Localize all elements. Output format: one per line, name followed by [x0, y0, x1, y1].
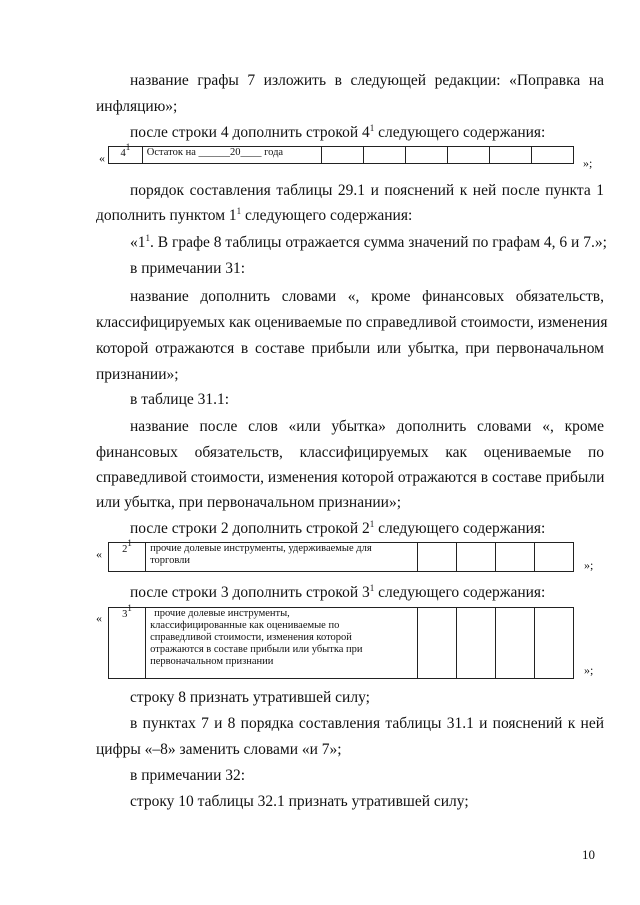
table-1-row-label: Остаток на ______20____ года [142, 147, 321, 164]
table-2 [108, 538, 574, 572]
table-2-row-number: $2^1$ [109, 543, 146, 572]
table-row [109, 608, 574, 679]
paragraph-4: «$1^1$. В графе 8 таблицы отражается сумма значений по графам 4, 6 и 7.»; [130, 233, 607, 251]
table-row [109, 543, 574, 572]
paragraph-6-line-1: название дополнить словами «, кроме финансовых обязательств, [130, 288, 604, 305]
paragraph-14: строку 10 таблицы 32.1 признать утратившей силу; [130, 793, 469, 810]
paragraph-3-line-2: дополнить пунктом $1^1$ следующего содержания: [96, 206, 413, 224]
paragraph-9: после строки 2 дополнить строкой $2^1$ следующего содержания: [130, 519, 546, 537]
page-number: 10 [582, 847, 595, 862]
table-2-open-quote: « [96, 547, 102, 561]
paragraph-2: после строки 4 дополнить строкой $4^1$ следующего содержания: [130, 123, 546, 141]
paragraph-6-line-3: которой отражаются в составе прибыли или убытка, при первоначальном [96, 340, 604, 357]
table-2-row-label: прочие долевые инструменты, удерживаемые для торговли [146, 543, 418, 572]
paragraph-11: строку 8 признать утратившей силу; [130, 689, 370, 706]
table-2-cell [456, 543, 495, 572]
paragraph-5: в примечании 31: [130, 260, 246, 277]
table-2-cell [534, 543, 573, 572]
table-1-cell [447, 147, 489, 164]
table-3-row-label: прочие долевые инструменты, классифицированные как оцениваемые по справедливой стоимости, изменения которой отражаются в составе прибыли или убытка при первоначальном признании [146, 608, 418, 679]
paragraph-10: после строки 3 дополнить строкой $3^1$ следующего содержания: [130, 583, 546, 601]
table-1-cell [406, 147, 448, 164]
table-1-cell [322, 147, 364, 164]
table-2-close-quote: »; [584, 558, 594, 572]
table-2-cell [417, 543, 456, 572]
table-1-cell [364, 147, 406, 164]
paragraph-6-line-2: классифицируемых как оцениваемые по справедливой стоимости, изменения [96, 314, 608, 331]
table-row [109, 147, 574, 164]
table-3-cell [456, 608, 495, 679]
paragraph-6-line-4: признании»; [96, 366, 179, 383]
paragraph-1-line-2: инфляцию»; [96, 98, 178, 115]
paragraph-3-line-1: порядок составления таблицы 29.1 и пояснений к ней после пункта 1 [130, 182, 604, 199]
paragraph-1-line-1: название графы 7 изложить в следующей редакции: «Поправка на [130, 72, 604, 89]
paragraph-8-line-1: название после слов «или убытка» дополнить словами «, кроме [130, 418, 604, 435]
paragraph-7: в таблице 31.1: [130, 391, 230, 408]
table-3-cell [534, 608, 573, 679]
table-1-open-quote: « [99, 151, 105, 165]
table-1-cell [531, 147, 573, 164]
table-3-cell [417, 608, 456, 679]
paragraph-13: в примечании 32: [130, 767, 246, 784]
table-3-close-quote: »; [584, 663, 594, 677]
table-3-cell [495, 608, 534, 679]
paragraph-12-line-2: цифры «–8» заменить словами «и 7»; [96, 741, 342, 758]
table-3 [108, 603, 574, 679]
paragraph-12-line-1: в пунктах 7 и 8 порядка составления таблицы 31.1 и пояснений к ней [130, 715, 604, 732]
table-1-close-quote: »; [583, 156, 593, 170]
table-2-cell [495, 543, 534, 572]
table-3-row-number: $3^1$ [109, 608, 146, 679]
table-3-open-quote: « [96, 611, 102, 625]
table-1-cell [489, 147, 531, 164]
table-1-row-number: $4^1$ [109, 147, 143, 164]
paragraph-8-line-2: финансовых обязательств, классифицируемых как оцениваемые по [96, 444, 604, 461]
paragraph-8-line-3: справедливой стоимости, изменения которой отражаются в составе прибыли [96, 469, 605, 486]
table-1 [108, 142, 574, 164]
paragraph-8-line-4: или убытка, при первоначальном признании»; [96, 494, 402, 511]
